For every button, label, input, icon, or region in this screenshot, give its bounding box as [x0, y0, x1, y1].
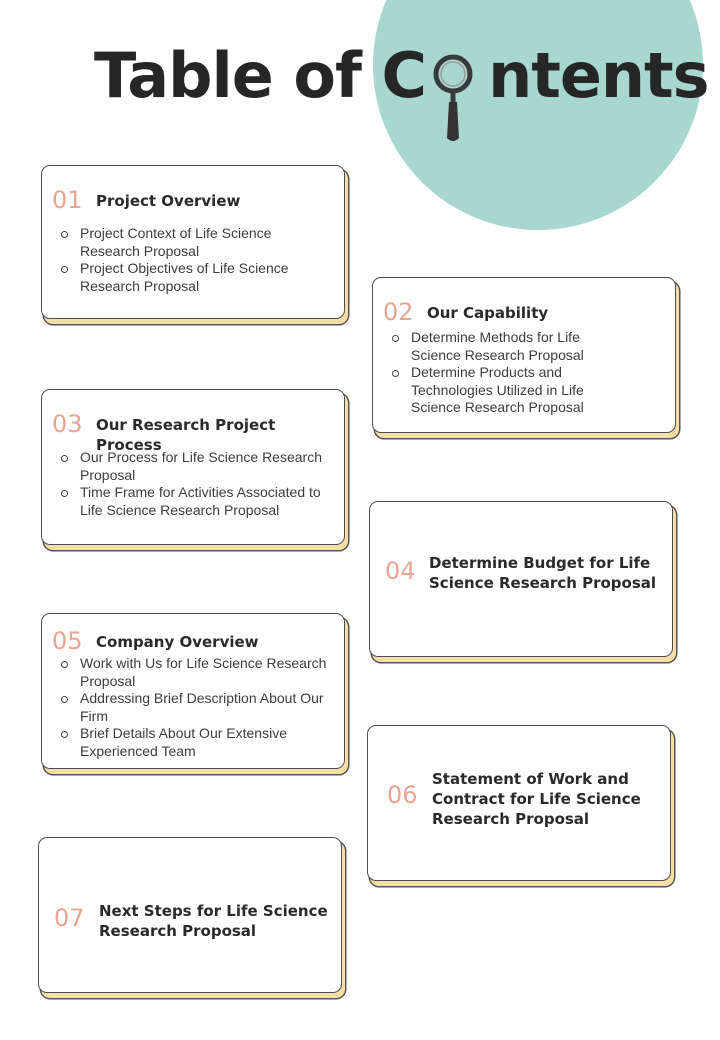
list-item: Work with Us for Life Science Research Proposal — [42, 655, 332, 690]
list-item: Project Objectives of Life Science Research Proposal — [42, 260, 332, 295]
toc-card-06[interactable] — [367, 725, 671, 881]
list-item: Determine Products and Technologies Utilized in Life Science Research Proposal — [373, 364, 605, 417]
section-heading: Determine Budget for Life Science Research Proposal — [429, 554, 657, 592]
section-list — [42, 449, 342, 519]
section-heading: Statement of Work and Contract for Life Science Research Proposal — [432, 770, 641, 828]
toc-card-07[interactable] — [38, 837, 342, 993]
section-number: 06 — [387, 781, 418, 809]
section-list — [42, 225, 332, 295]
toc-card-01[interactable] — [41, 165, 345, 319]
toc-card-05[interactable] — [41, 613, 345, 769]
section-list — [373, 329, 605, 417]
section-number: 01 — [52, 186, 83, 214]
list-item: Our Process for Life Science Research Proposal — [42, 449, 342, 484]
section-heading: Our Research Project Process — [96, 416, 276, 454]
list-item: Brief Details About Our Extensive Experienced Team — [42, 725, 332, 760]
toc-card-02[interactable] — [372, 277, 676, 433]
section-number: 02 — [383, 298, 414, 326]
list-item: Addressing Brief Description About Our Firm — [42, 690, 332, 725]
section-number: 03 — [52, 410, 83, 438]
section-number: 04 — [385, 557, 416, 585]
section-heading: Our Capability — [427, 304, 549, 322]
list-item: Project Context of Life Science Research Proposal — [42, 225, 332, 260]
list-item: Time Frame for Activities Associated to Life Science Research Proposal — [42, 484, 342, 519]
section-heading: Company Overview — [96, 633, 259, 651]
section-heading: Project Overview — [96, 192, 241, 210]
list-item: Determine Methods for Life Science Research Proposal — [373, 329, 605, 364]
magnifying-glass-icon — [428, 52, 478, 148]
page-title: Table of C ntents — [94, 39, 709, 112]
toc-card-04[interactable] — [369, 501, 673, 657]
section-heading: Next Steps for Life Science Research Proposal — [99, 902, 328, 940]
section-list — [42, 655, 332, 760]
section-number: 07 — [54, 904, 85, 932]
section-number: 05 — [52, 627, 83, 655]
decorative-circle — [373, 0, 703, 230]
toc-card-03[interactable] — [41, 389, 345, 545]
